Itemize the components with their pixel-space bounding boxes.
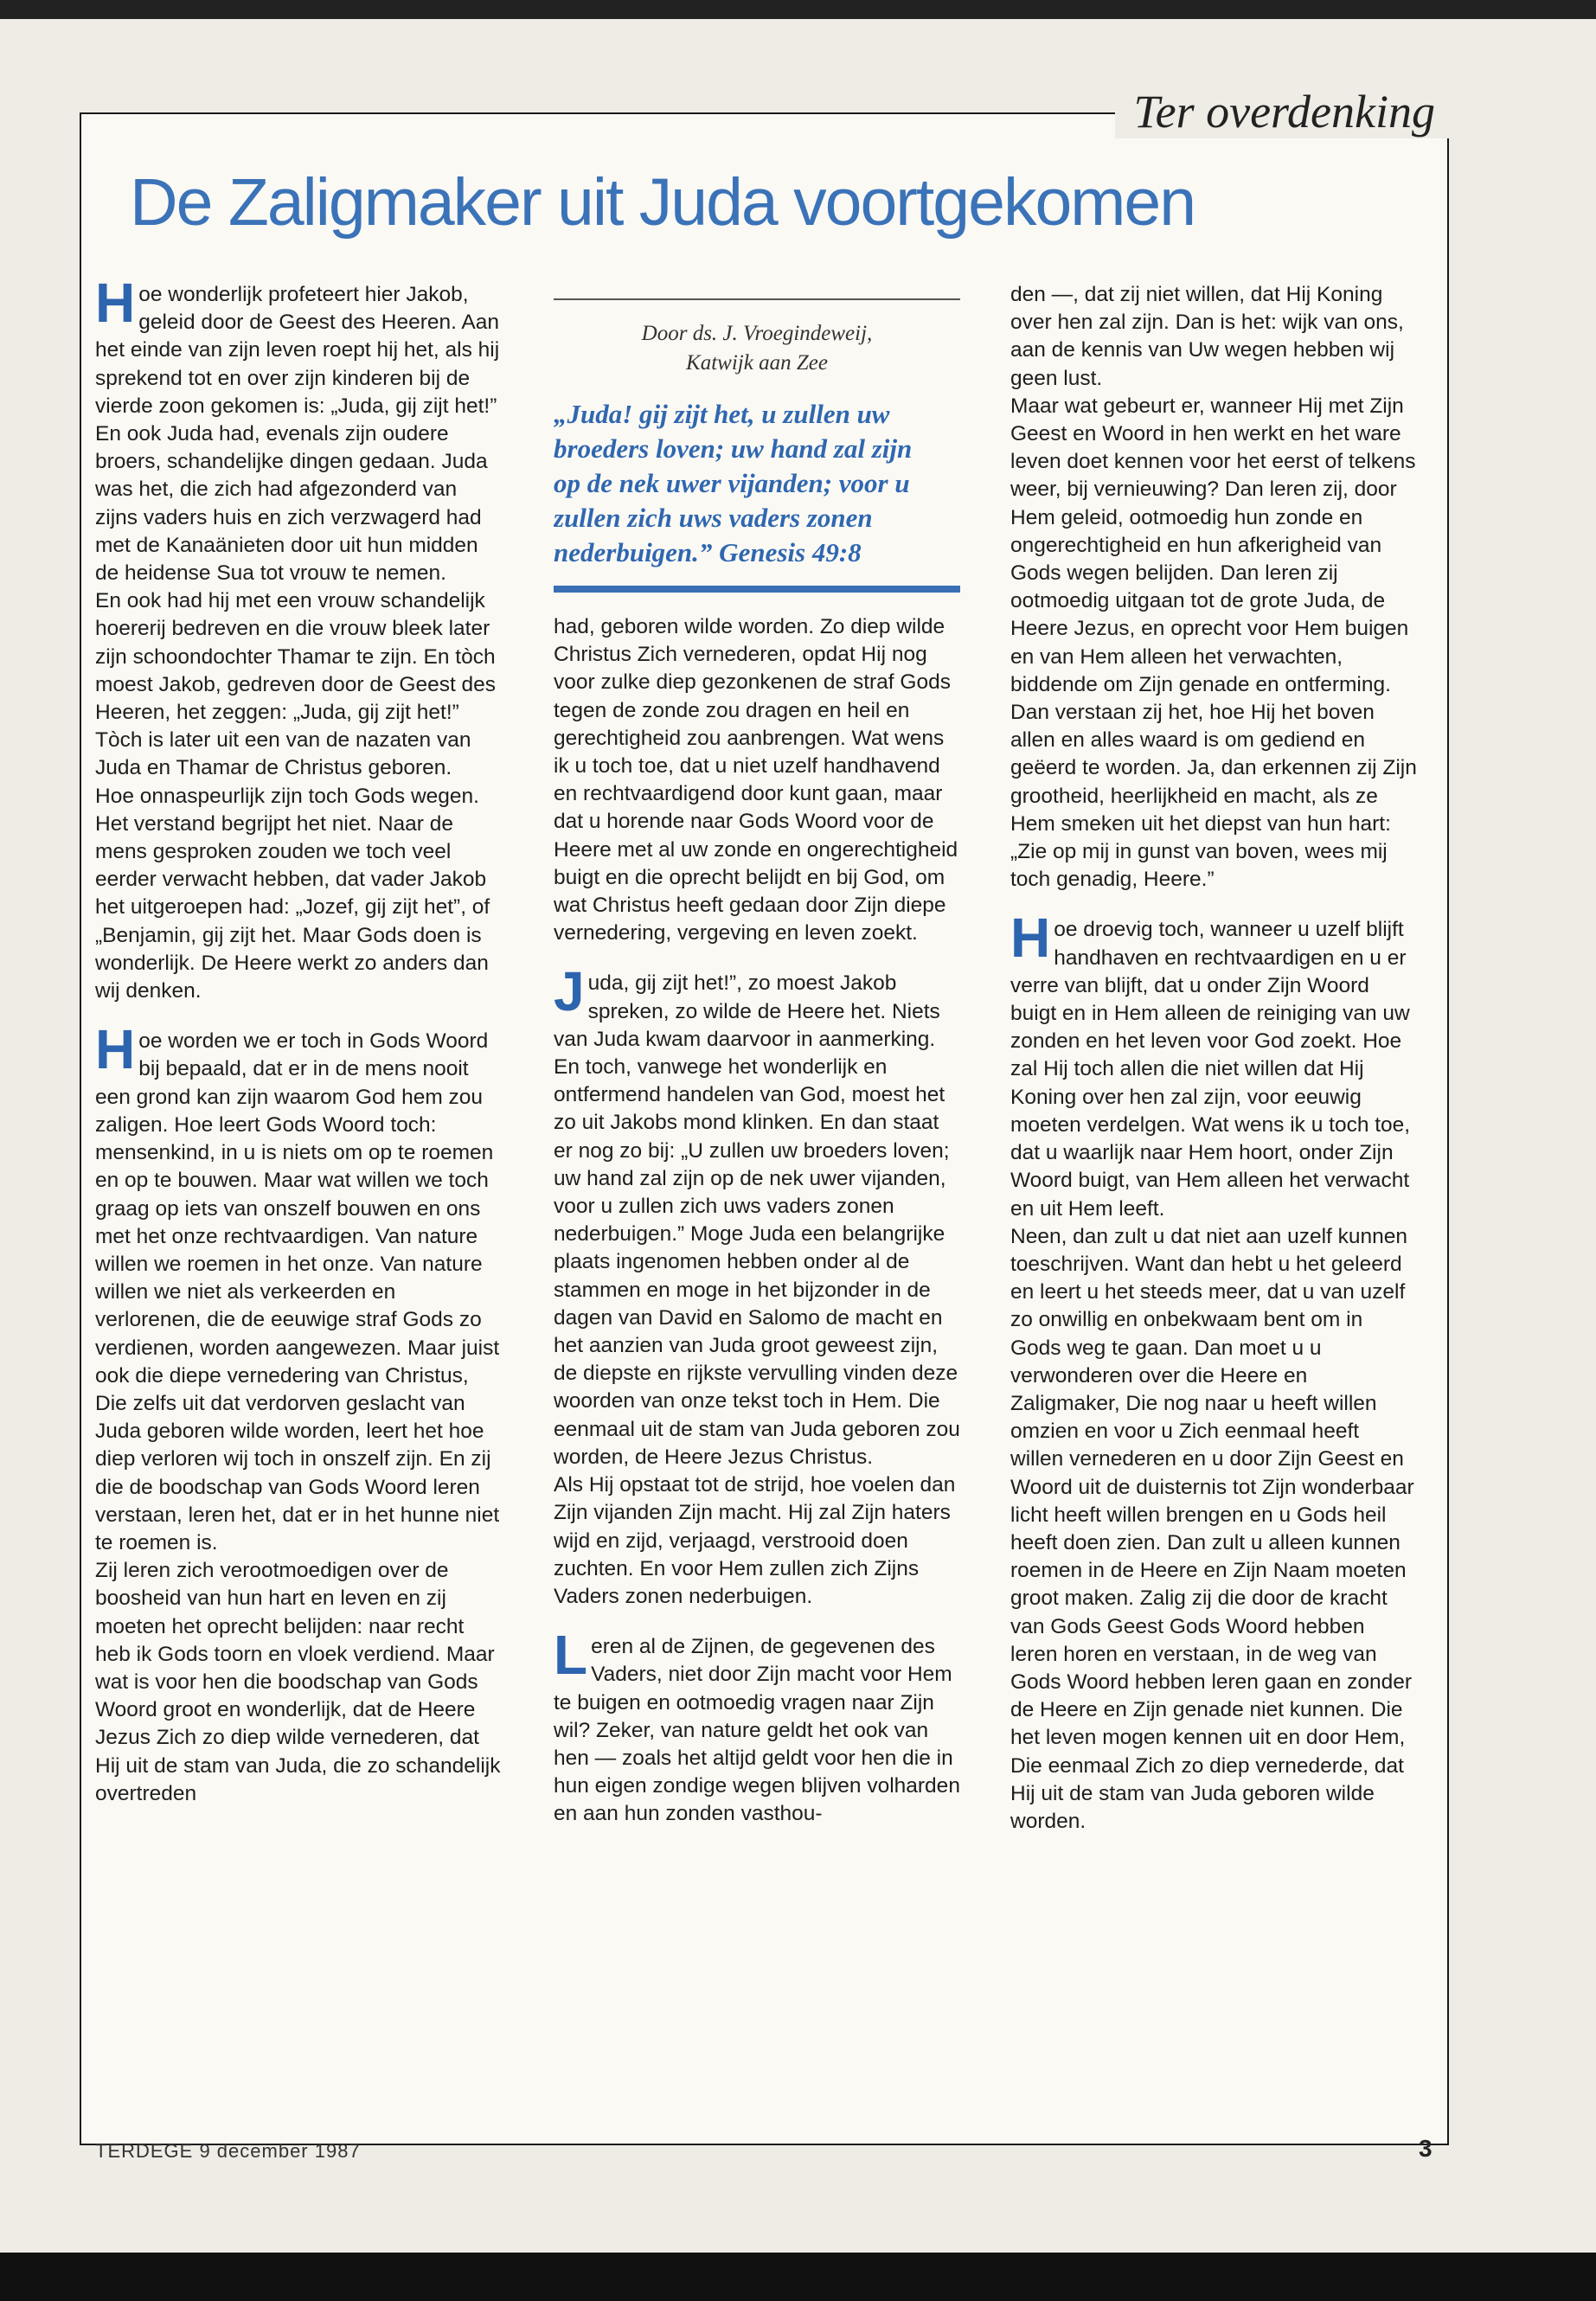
drop-cap: J	[554, 960, 585, 1023]
paragraph	[554, 1624, 960, 1828]
drop-cap: H	[95, 281, 136, 334]
bottom-edge	[0, 2253, 1596, 2301]
article-headline: De Zaligmaker uit Juda voortgekomen	[130, 165, 1195, 240]
section-kicker: Ter overdenking	[1115, 85, 1449, 138]
page-number: 3	[1419, 2135, 1433, 2162]
paragraph: den —, dat zij niet willen, dat Hij Koning over hen zal zijn. Dan is het: wijk van ons, aan de kennis van Uw wegen hebben wij geen lust.	[1010, 283, 1404, 390]
paragraph-text: oe worden we er toch in Gods Woord bij bepaald, dat er in de mens nooit een grond kan zijn waarom God hem zou zaligen. Hoe leert Gods Woord toch: mensenkind, in u is niets om op te roemen en op te bouwen. Maar wat willen we toch graag op iets van onszelf bouwen en ons met het onze rechtvaardigen. Van nature willen we roemen in het onze. Van nature willen we niet als verkeerden en verlorenen, die de eeuwige straf Gods zo verdienen, worden aangewezen. Maar juist ook die diepe vernedering van Christus, Die zelfs uit dat verdorven geslacht van Juda geboren wilde worden, leert het hoe diep verloren wij toch in onszelf zijn. En zij die de boodschap van Gods Woord leren verstaan, leren het, dat er in het hunne niet te roemen is.	[95, 1029, 500, 1554]
quote-rule	[554, 586, 960, 593]
author-byline: Door ds. J. Vroegindeweij,	[641, 322, 873, 345]
paragraph: had, geboren wilde worden. Zo diep wilde Christus Zich vernederen, opdat Hij nog voor zulke diep gezonkenen de straf Gods tegen de zonde zou dragen en heil en gerechtigheid zou aanbrengen. Wat wens ik u toch toe, dat u niet uzelf handhavend en rechtvaardigend door kunt gaan, maar dat u horende naar Gods Woord voor de Heere met al uw zonde en ongerechtigheid buigt en die oprecht belijdt en bij God, om wat Christus heeft gedaan door Zijn diepe vernedering, vergeving en leven zoekt.	[554, 615, 958, 945]
column-1	[95, 281, 502, 2141]
column-3	[1010, 281, 1417, 2141]
publication-footer: TERDEGE 9 december 1987	[95, 2140, 361, 2162]
paragraph: En ook had hij met een vrouw schandelijk hoererij bedreven en die vrouw bleek later zijn schoondochter Thamar te zijn. En tòch moest Jakob, gedreven door de Geest des Heeren, het zeggen: „Juda, gij zijt het!” Tòch is later uit een van de nazaten van Juda en Thamar de Christus geboren.	[95, 589, 497, 780]
paragraph	[95, 281, 502, 587]
paragraph: Maar wat gebeurt er, wanneer Hij met Zijn Geest en Woord in hen werkt en het ware leven doet kennen voor het eerst of telkens weer, bij vernieuwing? Dan leren zij, door Hem geleid, ootmoedig hun zonde en ongerechtigheid en hun afkerigheid van Gods wegen belijden. Dan leren zij ootmoedig uitgaan tot de grote Juda, de Heere Jezus, en oprecht voor Hem buigen en van Hem alleen het verwachten, biddende om Zijn genade en ontferming. Dan verstaan zij het, hoe Hij het boven allen en alles waard is om gediend en geëerd te worden. Ja, dan erkennen zij Zijn grootheid, heerlijkheid en macht, als ze Hem smeken uit het diepst van hun hart: „Zie op mij in gunst van boven, wees mij toch genadig, Heere.”	[1010, 394, 1417, 892]
scripture-quote: „Juda! gij zijt het, u zullen uw broeders loven; uw hand zal zijn op de nek uwer vijanden; voor u zullen zich uws vaders zonen nederbuigen.” Genesis 49:8	[554, 399, 913, 567]
drop-cap: H	[1010, 907, 1051, 970]
paragraph: Als Hij opstaat tot de strijd, hoe voelen dan Zijn vijanden Zijn macht. Hij zal Zijn haters wijd en zijd, verjaagd, verstrooid doen zuchten. En voor Hem zullen zich Zijns Vaders zonen nederbuigen.	[554, 1473, 956, 1608]
paragraph	[1010, 907, 1417, 1222]
paragraph	[554, 960, 960, 1471]
column-2	[554, 281, 960, 2141]
byline-rule	[554, 298, 960, 300]
paragraph: Neen, dan zult u dat niet aan uzelf kunnen toeschrijven. Want dan hebt u het geleerd en leert u het steeds meer, dat u van uzelf zo onwillig en onbekwaam bent om in Gods weg te gaan. Dan moet u u verwonderen over die Heere en Zaligmaker, Die nog naar u heeft willen omzien en voor u Zich eenmaal heeft willen vernederen en u door Zijn Geest en Woord uit de duisternis tot Zijn wonderbaar licht heeft willen brengen en u Gods heil heeft doen zien. Dan zult u alleen kunnen roemen in de Heere en Zijn Naam moeten groot maken. Zalig zij die door de kracht van Gods Geest Gods Woord hebben leren horen en verstaan, in de weg van Gods Woord hebben leren gaan en zonder de Heere en Zijn genade niet kunnen. Die het leven mogen kennen uit en door Hem, Die eenmaal Zich zo diep vernederde, dat Hij uit de stam van Juda geboren wilde worden.	[1010, 1224, 1414, 1833]
paragraph: Zij leren zich verootmoedigen over de boosheid van hun hart en leven en zij moeten het oprecht belijden: naar recht heb ik Gods toorn en vloek verdiend. Maar wat is voor hen die boodschap van Gods Woord groot en wonderlijk, dat de Heere Jezus Zich zo diep wilde vernederen, dat Hij uit de stam van Juda, die zo schandelijk overtreden	[95, 1559, 501, 1805]
drop-cap: L	[554, 1624, 588, 1687]
drop-cap: H	[95, 1018, 136, 1081]
paragraph-text: oe droevig toch, wanneer u uzelf blijft handhaven en rechtvaardigen en u er verre van blijft, dat u onder Zijn Woord buigt en in Hem alleen de reiniging van uw zonden en het leven voor God zoekt. Hoe zal Hij toch allen die niet willen dat Hij Koning over hen zal zijn, voor eeuwig moeten verdelgen. Wat wens ik u toch toe, dat u waarlijk naar Hem hoort, onder Zijn Woord buigt, van Hem alleen het verwacht en uit Hem leeft.	[1010, 918, 1411, 1221]
top-edge	[0, 0, 1596, 19]
paragraph	[95, 1018, 502, 1557]
author-location: Katwijk aan Zee	[686, 351, 828, 375]
paragraph: Hoe onnaspeurlijk zijn toch Gods wegen. Het verstand begrijpt het niet. Naar de mens gesproken zouden we toch veel eerder verwacht hebben, dat vader Jakob het uitgeroepen had: „Jozef, gij zijt het”, of „Benjamin, gij zijt het. Maar Gods doen is wonderlijk. De Heere werkt zo anders dan wij denken.	[95, 784, 490, 1003]
paragraph-text: oe wonderlijk profeteert hier Jakob, geleid door de Geest des Heeren. Aan het einde van zijn leven roept hij het, als hij sprekend tot en over zijn kinderen bij de vierde zoon gekomen is: „Juda, gij zijt het!” En ook Juda had, evenals zijn oudere broers, schandelijke dingen gedaan. Juda was het, die zich had afgezonderd van zijns vaders huis en zich verzwagerd had met de Kanaänieten door uit hun midden de heidense Sua tot vrouw te nemen.	[95, 283, 500, 586]
paragraph-text: uda, gij zijt het!”, zo moest Jakob spreken, zo wilde de Heere het. Niets van Juda kwam daarvoor in aanmerking. En toch, vanwege het wonderlijk en ontfermend handelen van God, moest het zo uit Jakobs mond klinken. En dan staat er nog zo bij: „U zullen uw broeders loven; uw hand zal zijn op de nek uwer vijanden, voor u zullen zich uws vaders zonen nederbuigen.” Moge Juda een belangrijke plaats ingenomen hebben onder al de stammen en moge in het bijzonder in de dagen van David en Salomo de macht en het aanzien van Juda groot geweest zijn, de diepste en rijkste vervulling vinden deze woorden van onze tekst toch in Hem. Die eenmaal uit de stam van Juda geboren zou worden, de Heere Jezus Christus.	[554, 971, 960, 1469]
paragraph-text: eren al de Zijnen, de gegevenen des Vaders, niet door Zijn macht voor Hem te buigen en ootmoedig vragen naar Zijn wil? Zeker, van nature geldt het ook van hen — zoals het altijd geldt voor hen die in hun eigen zondige wegen blijven volharden en aan hun zonden vasthou-	[554, 1635, 960, 1826]
